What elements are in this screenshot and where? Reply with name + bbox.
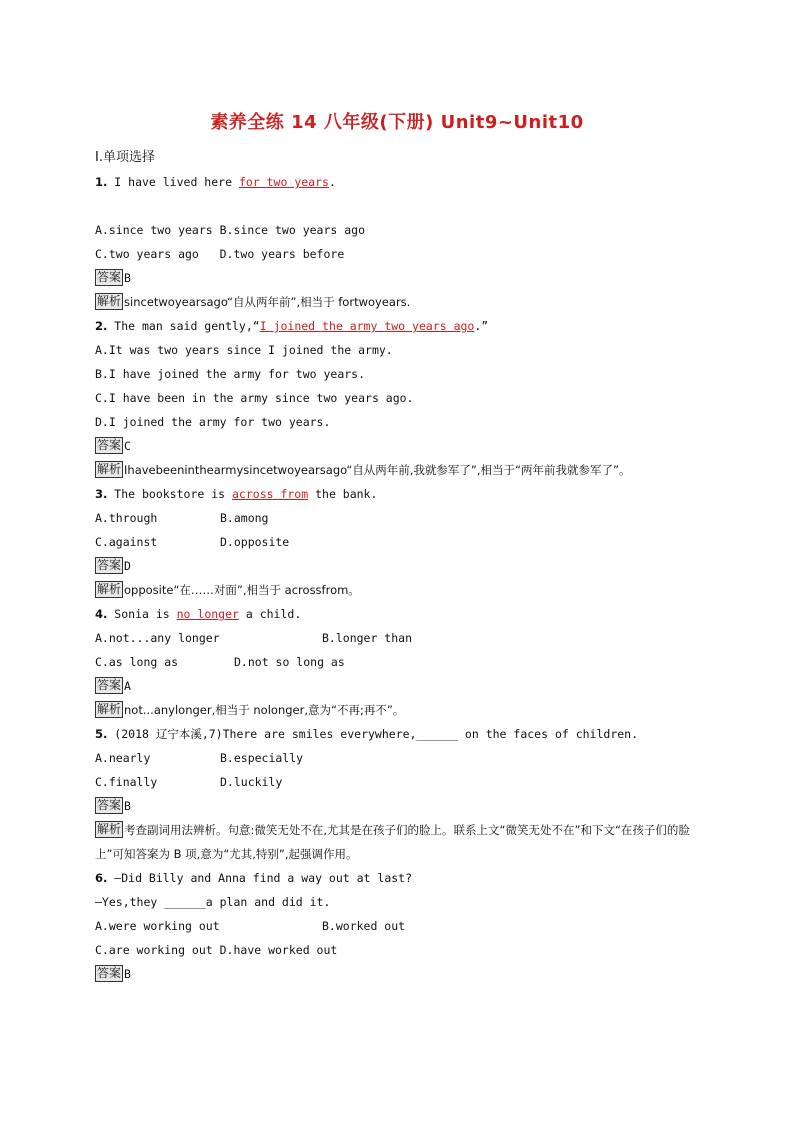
answer-tag: 答案 — [97, 558, 122, 572]
option-d: D.two years before — [219, 247, 345, 261]
answer-tag: 答案 — [97, 678, 122, 692]
answer-line — [95, 434, 705, 458]
underlined-phrase: no longer — [176, 607, 239, 621]
answer-value: D — [124, 559, 131, 573]
option-c: C.are working out — [95, 943, 220, 957]
analysis-tag: 解析 — [97, 462, 122, 476]
analysis-line — [95, 698, 705, 722]
dialogue-reply: —Yes,they ______a plan and did it. — [95, 895, 331, 909]
question-1: 1. I have lived here for two years. — [95, 175, 336, 189]
option-c: C.against — [95, 535, 158, 549]
answer-line — [95, 266, 705, 290]
options-row — [95, 506, 705, 530]
question-number: 3. — [95, 487, 108, 501]
answer-line — [95, 794, 705, 818]
option-a: A.since two years — [95, 223, 220, 237]
analysis-tag: 解析 — [97, 294, 122, 308]
question-4: 4. Sonia is no longer a child. — [95, 607, 302, 621]
answer-tag: 答案 — [97, 798, 122, 812]
options-row — [95, 746, 705, 770]
option-a: A.It was two years since I joined the army. — [95, 343, 393, 357]
analysis-line — [95, 818, 705, 866]
options-row — [95, 770, 705, 794]
section-heading: Ⅰ.单项选择 — [95, 150, 155, 165]
answer-tag: 答案 — [97, 966, 122, 980]
option-b: B.I have joined the army for two years. — [95, 367, 366, 381]
analysis-line — [95, 290, 705, 314]
option-b: B.longer than — [322, 631, 413, 645]
answer-value: B — [124, 271, 131, 285]
option-b: B.especially — [220, 751, 304, 765]
analysis-text: not...anylonger,相当于 nolonger,意为“不再;再不”。 — [124, 703, 405, 717]
option-a: A.not...any longer — [95, 631, 220, 645]
options-row — [95, 218, 705, 242]
option-a: A.were working out — [95, 919, 220, 933]
analysis-line — [95, 578, 705, 602]
analysis-tag: 解析 — [97, 702, 122, 716]
option-d: D.luckily — [220, 775, 283, 789]
option-d: D.have worked out — [219, 943, 338, 957]
options-row — [95, 626, 705, 650]
underlined-phrase: for two years — [238, 175, 329, 189]
analysis-text: 考查副词用法辨析。句意:微笑无处不在,尤其是在孩子们的脸上。联系上文“微笑无处不在”和下文“在孩子们的脸上”可知答案为 B 项,意为“尤其,特别”,起强调作用。 — [95, 823, 690, 861]
option-a: A.nearly — [95, 751, 151, 765]
answer-line — [95, 674, 705, 698]
option-d: D.not so long as — [234, 655, 345, 669]
analysis-line — [95, 458, 705, 482]
option-d: D.I joined the army for two years. — [95, 415, 331, 429]
answer-line — [95, 962, 705, 986]
answer-tag: 答案 — [97, 270, 122, 284]
options-row — [95, 650, 705, 674]
question-number: 1. — [95, 175, 108, 189]
analysis-tag: 解析 — [97, 582, 122, 596]
answer-value: B — [124, 967, 131, 981]
options-row — [95, 530, 705, 554]
page-title: 素养全练 14 八年级(下册) Unit9~Unit10 — [210, 112, 584, 133]
answer-tag: 答案 — [97, 438, 122, 452]
options-row — [95, 938, 705, 962]
options-row — [95, 242, 705, 266]
option-d: D.opposite — [220, 535, 290, 549]
option-b: B.among — [220, 511, 269, 525]
answer-line — [95, 554, 705, 578]
question-number: 4. — [95, 607, 108, 621]
question-5: 5. (2018 辽宁本溪,7)There are smiles everywhere,______ on the faces of children. — [95, 727, 639, 741]
exercise-body — [95, 146, 705, 986]
option-c: C.as long as — [95, 655, 179, 669]
option-c: C.two years ago — [95, 247, 220, 261]
options-row — [95, 914, 705, 938]
question-number: 2. — [95, 319, 108, 333]
underlined-phrase: I joined the army two years ago — [259, 319, 475, 333]
question-6: 6. —Did Billy and Anna find a way out at last? — [95, 871, 413, 885]
answer-value: A — [124, 679, 131, 693]
question-3: 3. The bookstore is across from the bank. — [95, 487, 378, 501]
question-number: 5. — [95, 727, 108, 741]
option-b: B.since two years ago — [219, 223, 366, 237]
option-b: B.worked out — [322, 919, 406, 933]
answer-value: C — [124, 439, 131, 453]
option-a: A.through — [95, 511, 158, 525]
analysis-text: Ihavebeeninthearmysincetwoyearsago“自从两年前,我就参军了”,相当于“两年前我就参军了”。 — [124, 463, 631, 477]
analysis-text: sincetwoyearsago“自从两年前”,相当于 fortwoyears. — [124, 295, 411, 309]
answer-value: B — [124, 799, 131, 813]
analysis-tag: 解析 — [97, 822, 122, 836]
question-2: 2. The man said gently,“I joined the army two years ago.” — [95, 319, 489, 333]
question-number: 6. — [95, 871, 108, 885]
option-c: C.I have been in the army since two years ago. — [95, 391, 414, 405]
analysis-text: opposite“在……对面”,相当于 acrossfrom。 — [124, 583, 360, 597]
underlined-phrase: across from — [232, 487, 309, 501]
option-c: C.finally — [95, 775, 158, 789]
